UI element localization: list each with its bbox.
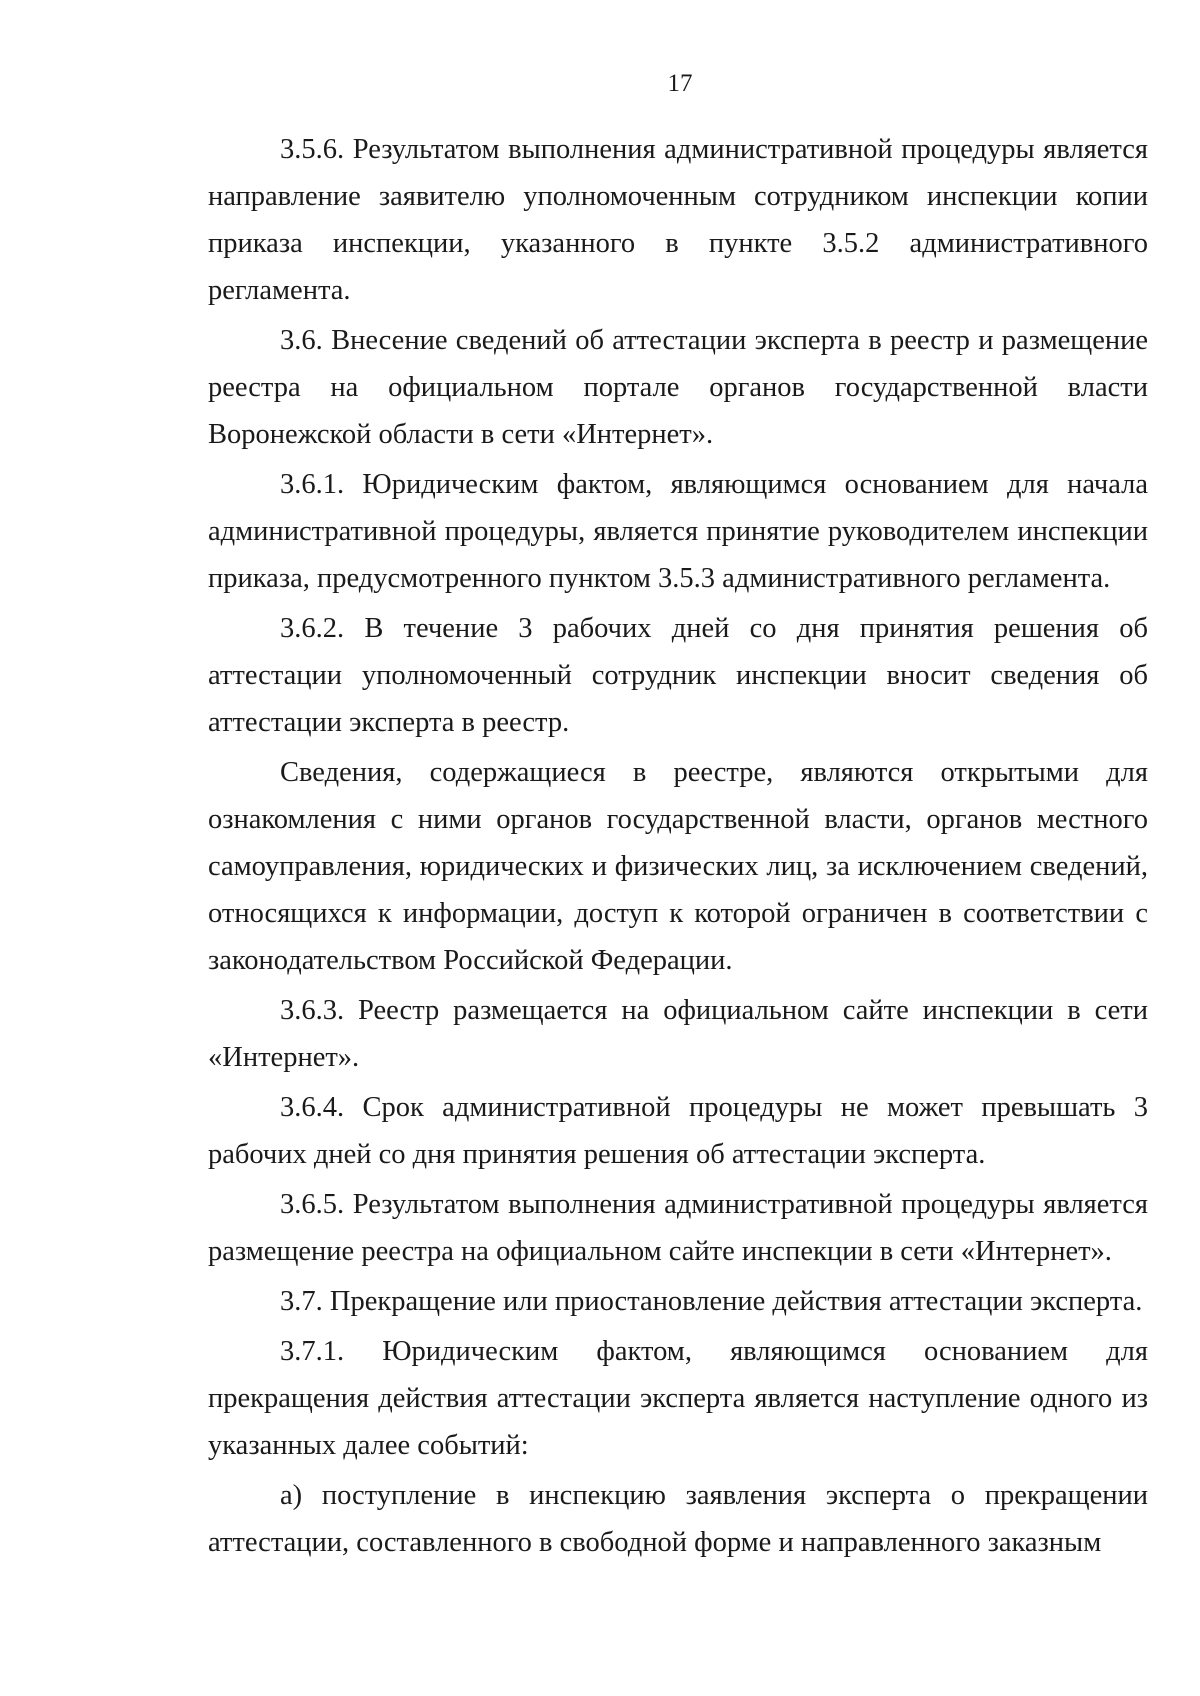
paragraph-item-a: а) поступление в инспекцию заявления эксперта о прекращении аттестации, составленного в свободной форме и направленного заказным (208, 1480, 1148, 1558)
paragraph-3-6: 3.6. Внесение сведений об аттестации эксперта в реестр и размещение реестра на официальном портале органов государственной власти Воронежской области в сети «Интернет». (208, 325, 1148, 450)
document-body (208, 126, 1148, 1569)
paragraph-registry-info: Сведения, содержащиеся в реестре, являются открытыми для ознакомления с ними органов государственной власти, органов местного самоуправления, юридических и физических лиц, за исключением сведений, относящихся к информации, доступ к которой ограничен в соответствии с законодательством Российской Федерации. (208, 757, 1148, 976)
paragraph-3-6-4: 3.6.4. Срок административной процедуры не может превышать 3 рабочих дней со дня принятия решения об аттестации эксперта. (208, 1092, 1148, 1170)
paragraph-3-7: 3.7. Прекращение или приостановление действия аттестации эксперта. (280, 1286, 1143, 1317)
paragraph-3-6-3: 3.6.3. Реестр размещается на официальном сайте инспекции в сети «Интернет». (208, 995, 1148, 1073)
paragraph-3-6-5: 3.6.5. Результатом выполнения административной процедуры является размещение реестра на официальном сайте инспекции в сети «Интернет». (208, 1189, 1148, 1267)
paragraph-3-5-6: 3.5.6. Результатом выполнения административной процедуры является направление заявителю уполномоченным сотрудником инспекции копии приказа инспекции, указанного в пункте 3.5.2 административного регламента. (208, 134, 1148, 306)
paragraph-3-6-1: 3.6.1. Юридическим фактом, являющимся основанием для начала административной процедуры, является принятие руководителем инспекции приказа, предусмотренного пунктом 3.5.3 административного регламента. (208, 469, 1148, 594)
paragraph-3-6-2: 3.6.2. В течение 3 рабочих дней со дня принятия решения об аттестации уполномоченный сотрудник инспекции вносит сведения об аттестации эксперта в реестр. (208, 613, 1148, 738)
page-number: 17 (667, 70, 693, 97)
paragraph-3-7-1: 3.7.1. Юридическим фактом, являющимся основанием для прекращения действия аттестации эксперта является наступление одного из указанных далее событий: (208, 1336, 1148, 1461)
